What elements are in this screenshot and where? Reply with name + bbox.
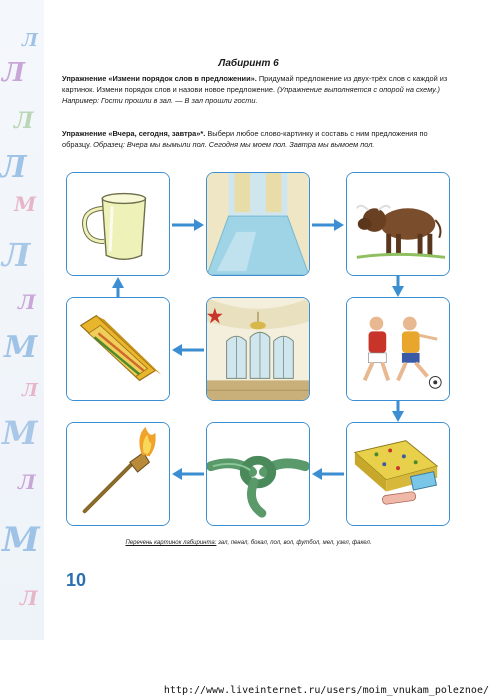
exercise-2-heading: Упражнение «Вчера, сегодня, завтра»*. <box>62 129 206 138</box>
picture-knot <box>206 422 310 526</box>
picture-hall <box>206 297 310 401</box>
picture-ox <box>346 172 450 276</box>
arrow-up-icon <box>111 276 125 298</box>
page-number: 10 <box>66 570 87 590</box>
arrow-left-icon <box>310 467 346 481</box>
exercise-1 <box>62 73 458 106</box>
margin-letter: Л <box>0 150 27 185</box>
margin-letter: Л <box>18 470 36 494</box>
exercise-2-note: Образец: Вчера мы вымыли пол. Сегодня мы моем пол. Завтра мы вымоем пол. <box>93 140 375 149</box>
picture-torch <box>66 422 170 526</box>
margin-letter: Л <box>20 586 38 610</box>
arrow-down-icon <box>391 401 405 423</box>
picture-list-footnote <box>0 540 497 546</box>
picture-chalk <box>346 422 450 526</box>
exercise-1-heading: Упражнение «Измени порядок слов в предложении». <box>62 74 257 83</box>
arrow-left-icon <box>170 467 206 481</box>
margin-letter: Л <box>2 58 25 88</box>
exercise-2-text: Выбери любое слово-картинку и составь с ним предложения по образцу. <box>62 129 428 149</box>
picture-football <box>346 297 450 401</box>
picture-cup <box>66 172 170 276</box>
exercise-1-text: Придумай предложение из двух-трёх слов с каждой из картинок. Измени порядок слов и назови новое предложение. <box>62 74 448 94</box>
arrow-right-icon <box>310 218 346 232</box>
margin-letter: Л <box>22 30 38 51</box>
page-title: Лабиринт 6 <box>218 58 279 69</box>
arrow-down-icon <box>391 276 405 298</box>
footnote-items: зал, пенал, бокал, пол, вол, футбол, мел, узел, факел. <box>216 540 372 546</box>
picture-pencil-case <box>66 297 170 401</box>
margin-letter: М <box>14 192 37 216</box>
picture-floor <box>206 172 310 276</box>
margin-letter: М <box>2 520 40 560</box>
footnote-label: Перечень картинок лабиринта: <box>125 540 217 546</box>
margin-letter: Л <box>22 380 38 401</box>
exercise-2 <box>62 128 458 150</box>
margin-letter: М <box>2 414 38 452</box>
watermark-url: http://www.liveinternet.ru/users/moim_vnukam_poleznoe/ <box>163 685 489 696</box>
margin-letter: Л <box>14 108 34 134</box>
arrow-left-icon <box>170 343 206 357</box>
arrow-right-icon <box>170 218 206 232</box>
margin-letter: Л <box>18 290 36 314</box>
exercise-1-note: (Упражнение выполняется с опорой на схему.) Например: Гости прошли в зал. — В зал прошли гости. <box>62 85 440 105</box>
margin-letter: М <box>4 330 38 365</box>
margin-letter: Л <box>2 236 31 274</box>
